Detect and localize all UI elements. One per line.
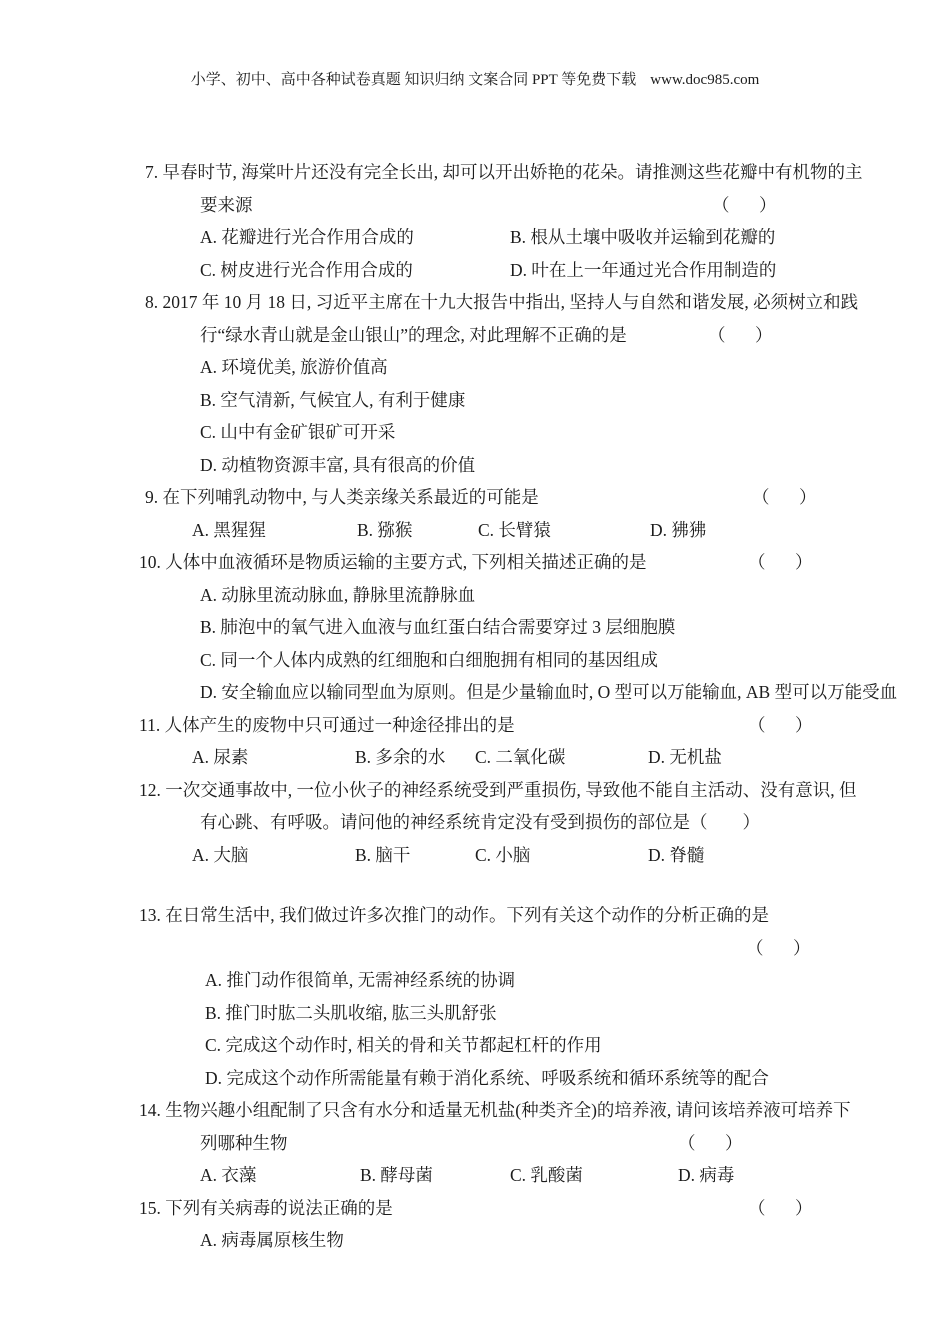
question-text: 8. 2017 年 10 月 18 日, 习近平主席在十九大报告中指出, 坚持人与自然和谐发展, 必须树立和践 — [145, 292, 859, 312]
option-d: D. 狒狒 — [650, 519, 707, 540]
question-10-option-c — [0, 644, 950, 677]
option-c: C. 乳酸菌 — [510, 1165, 583, 1185]
question-text: 列哪种生物 — [200, 1132, 288, 1153]
option-a: A. 尿素 — [192, 747, 249, 767]
question-8-option-d — [0, 449, 950, 482]
answer-brackets: （ ） — [752, 487, 823, 507]
option-c: C. 小脑 — [475, 844, 531, 865]
question-8-option-a — [0, 351, 950, 384]
question-text: 有心跳、有呼吸。请问他的神经系统肯定没有受到损伤的部位是（ ） — [200, 812, 760, 832]
question-8-line1 — [0, 286, 950, 319]
question-10-line1 — [0, 546, 950, 579]
option-a: A. 大脑 — [192, 844, 249, 865]
question-7 — [0, 156, 950, 286]
answer-brackets: （ ） — [678, 1132, 749, 1153]
question-13-option-d — [0, 1062, 950, 1095]
option-c: C. 二氧化碳 — [475, 747, 566, 767]
option-c: C. 完成这个动作时, 相关的骨和关节都起杠杆的作用 — [205, 1035, 602, 1055]
question-10 — [0, 546, 950, 709]
question-14-line2 — [0, 1127, 950, 1160]
question-14-line1 — [0, 1094, 950, 1127]
option-d: D. 完成这个动作所需能量有赖于消化系统、呼吸系统和循环系统等的配合 — [205, 1067, 769, 1088]
option-d: D. 动植物资源丰富, 具有很高的价值 — [200, 454, 476, 475]
option-b: B. 空气清新, 气候宜人, 有利于健康 — [200, 389, 466, 410]
question-text: 行“绿水青山就是金山银山”的理念, 对此理解不正确的是 — [200, 324, 627, 345]
question-7-options-row-1 — [0, 221, 950, 254]
question-11-options-row — [0, 741, 950, 774]
option-a: A. 黑猩猩 — [192, 519, 266, 540]
option-c: C. 同一个人体内成熟的红细胞和白细胞拥有相同的基因组成 — [200, 649, 658, 670]
question-text: 要来源 — [200, 194, 253, 215]
answer-brackets: （ ） — [748, 714, 819, 735]
question-text: 14. 生物兴趣小组配制了只含有水分和适量无机盐(种类齐全)的培养液, 请问该培养液可培养下 — [139, 1100, 851, 1120]
question-12 — [0, 774, 950, 872]
option-a: A. 花瓣进行光合作用合成的 — [200, 227, 414, 247]
page-header — [0, 68, 950, 89]
option-a: A. 环境优美, 旅游价值高 — [200, 357, 388, 377]
question-8 — [0, 286, 950, 481]
question-11-line1 — [0, 709, 950, 742]
spacer — [0, 871, 950, 899]
option-a: A. 病毒属原核生物 — [200, 1230, 344, 1250]
option-d: D. 脊髓 — [648, 844, 705, 865]
question-12-line1 — [0, 774, 950, 807]
option-b: B. 脑干 — [355, 844, 411, 865]
question-9 — [0, 481, 950, 546]
answer-brackets: （ ） — [746, 937, 817, 958]
question-7-line1 — [0, 156, 950, 189]
option-c: C. 树皮进行光合作用合成的 — [200, 259, 413, 280]
question-text: 11. 人体产生的废物中只可通过一种途径排出的是 — [139, 714, 515, 735]
question-10-option-b — [0, 611, 950, 644]
option-b: B. 推门时肱二头肌收缩, 肱三头肌舒张 — [205, 1002, 497, 1023]
question-15-option-a — [0, 1224, 950, 1257]
question-text: 12. 一次交通事故中, 一位小伙子的神经系统受到严重损伤, 导致他不能自主活动、没有意识, 但 — [139, 779, 857, 800]
option-b: B. 酵母菌 — [360, 1165, 433, 1185]
question-9-options-row — [0, 514, 950, 547]
answer-brackets: （ ） — [708, 324, 779, 345]
question-13-option-c — [0, 1029, 950, 1062]
option-a: A. 衣藻 — [200, 1165, 257, 1185]
question-10-option-d — [0, 676, 950, 709]
option-d: D. 病毒 — [678, 1165, 735, 1185]
question-15-line1 — [0, 1192, 950, 1225]
option-b: B. 根从土壤中吸收并运输到花瓣的 — [510, 227, 776, 247]
option-b: B. 猕猴 — [357, 519, 413, 540]
answer-brackets: （ ） — [748, 552, 819, 572]
question-13-option-b — [0, 997, 950, 1030]
question-13-bracket-line — [0, 932, 950, 965]
question-8-line2 — [0, 319, 950, 352]
option-c: C. 山中有金矿银矿可开采 — [200, 422, 396, 442]
option-d: D. 叶在上一年通过光合作用制造的 — [510, 259, 777, 280]
question-text: 9. 在下列哺乳动物中, 与人类亲缘关系最近的可能是 — [145, 487, 539, 507]
question-14-options-row — [0, 1159, 950, 1192]
answer-brackets: （ ） — [748, 1197, 819, 1218]
question-text: 10. 人体中血液循环是物质运输的主要方式, 下列相关描述正确的是 — [139, 552, 647, 572]
question-13 — [0, 899, 950, 1094]
question-11 — [0, 709, 950, 774]
answer-brackets: （ ） — [712, 194, 783, 215]
question-8-option-c — [0, 416, 950, 449]
question-12-options-row — [0, 839, 950, 872]
question-13-line1 — [0, 899, 950, 932]
question-text: 13. 在日常生活中, 我们做过许多次推门的动作。下列有关这个动作的分析正确的是 — [139, 905, 769, 925]
question-7-options-row-2 — [0, 254, 950, 287]
option-b: B. 肺泡中的氧气进入血液与血红蛋白结合需要穿过 3 层细胞膜 — [200, 617, 676, 637]
question-15 — [0, 1192, 950, 1257]
question-text: 15. 下列有关病毒的说法正确的是 — [139, 1197, 393, 1218]
question-7-line2 — [0, 189, 950, 222]
option-a: A. 动脉里流动脉血, 静脉里流静脉血 — [200, 584, 476, 605]
question-13-option-a — [0, 964, 950, 997]
header-url: www.doc985.com — [650, 72, 760, 88]
option-d: D. 安全输血应以输同型血为原则。但是少量输血时, O 型可以万能输血, AB 型可以万能受血 — [200, 682, 898, 702]
question-10-option-a — [0, 579, 950, 612]
question-8-option-b — [0, 384, 950, 417]
header-text: 小学、初中、高中各种试卷真题 知识归纳 文案合同 PPT 等免费下载 — [190, 72, 637, 88]
option-c: C. 长臂猿 — [478, 519, 551, 540]
option-d: D. 无机盐 — [648, 747, 722, 767]
question-text: 7. 早春时节, 海棠叶片还没有完全长出, 却可以开出娇艳的花朵。请推测这些花瓣中有机物的主 — [145, 162, 863, 182]
question-9-line1 — [0, 481, 950, 514]
option-b: B. 多余的水 — [355, 747, 446, 767]
option-a: A. 推门动作很简单, 无需神经系统的协调 — [205, 970, 516, 990]
question-12-line2 — [0, 806, 950, 839]
question-14 — [0, 1094, 950, 1192]
question-list — [0, 156, 950, 1257]
